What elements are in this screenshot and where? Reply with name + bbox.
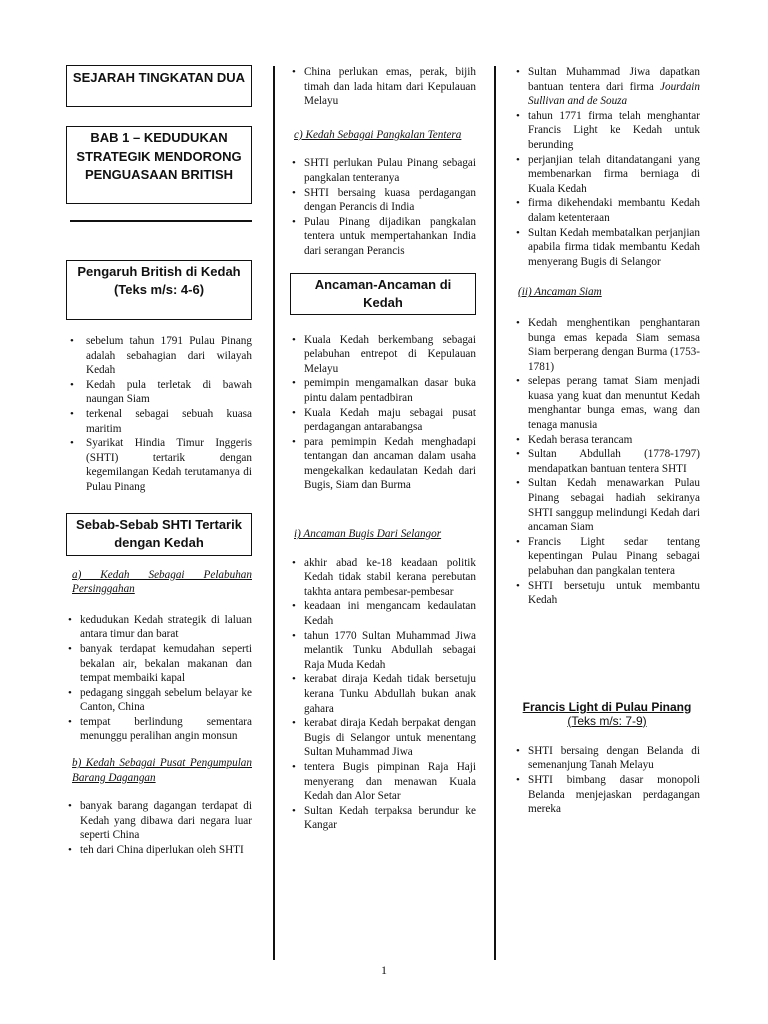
list-item: • Sultan Abdullah (1778-1797) mendapatkan bantuan tentera SHTI bbox=[514, 447, 700, 476]
col3-top-list bbox=[514, 65, 700, 269]
list-item: • keadaan ini mengancam kedaulatan Kedah bbox=[290, 599, 476, 628]
section-box-ancaman bbox=[290, 273, 476, 315]
section-ref: (Teks m/s: 7-9) bbox=[567, 713, 647, 728]
list-item: • kedudukan Kedah strategik di laluan antara timur dan barat bbox=[66, 613, 252, 642]
ancaman-list bbox=[290, 333, 476, 494]
list-item: • pedagang singgah sebelum belayar ke Canton, China bbox=[66, 686, 252, 715]
document-title: SEJARAH TINGKATAN DUA bbox=[72, 70, 246, 85]
list-item: • tentera Bugis pimpinan Raja Haji menyerang dan menawan Kuala Kedah dan Alor Setar bbox=[290, 760, 476, 804]
list-item: • Sultan Kedah terpaksa berundur ke Kangar bbox=[290, 804, 476, 833]
column-3 bbox=[514, 62, 700, 817]
list-item: • akhir abad ke-18 keadaan politik Kedah tidak stabil kerana perebutan takhta antara pembesar-pembesar bbox=[290, 556, 476, 600]
list-item: • perjanjian telah ditandatangani yang membenarkan firma berniaga di Kuala Kedah bbox=[514, 153, 700, 197]
section-title: Ancaman-Ancaman di Kedah bbox=[314, 276, 452, 310]
subsection-heading-b bbox=[66, 756, 252, 785]
list-item: • SHTI bimbang dasar monopoli Belanda menjejaskan perdagangan mereka bbox=[514, 773, 700, 817]
list-item: • terkenal sebagai sebuah kuasa maritim bbox=[66, 407, 252, 436]
list-item: • Kuala Kedah maju sebagai pusat perdagangan antarabangsa bbox=[290, 406, 476, 435]
list-item: • Kedah menghentikan penghantaran bunga emas kepada Siam semasa Siam berperang dengan Burma (1753-1781) bbox=[514, 316, 700, 374]
list-item: • para pemimpin Kedah menghadapi tentangan dan ancaman dalam usaha mengekalkan kedaulatan Kedah dari Bugis, Siam dan Burma bbox=[290, 435, 476, 493]
list-item: • SHTI bersaing dengan Belanda di semenanjung Tanah Melayu bbox=[514, 744, 700, 773]
list-item: • firma dikehendaki membantu Kedah dalam ketenteraan bbox=[514, 196, 700, 225]
list-item: • SHTI perlukan Pulau Pinang sebagai pangkalan tenteranya bbox=[290, 156, 476, 185]
sec-c-list bbox=[290, 156, 476, 258]
column-divider-2 bbox=[494, 66, 496, 960]
column-2 bbox=[290, 62, 476, 833]
list-item: • kerabat diraja Kedah tidak bersetuju kerana Tunku Abdullah bukan anak gahara bbox=[290, 672, 476, 716]
list-item: • SHTI bersaing kuasa perdagangan dengan Perancis di India bbox=[290, 186, 476, 215]
sec-b-list bbox=[66, 799, 252, 857]
col2-top-list bbox=[290, 65, 476, 109]
list-item: • banyak terdapat kemudahan seperti bekalan air, bekalan makanan dan tempat membaiki kapal bbox=[66, 642, 252, 686]
sec-a-list bbox=[66, 613, 252, 744]
list-item: • banyak barang dagangan terdapat di Kedah yang dibawa dari negara luar seperti China bbox=[66, 799, 252, 843]
section-ref: (Teks m/s: 4-6) bbox=[113, 282, 205, 297]
list-item: • kerabat diraja Kedah berpakat dengan Bugis di Selangor untuk menentang Sultan Muhammad Jiwa bbox=[290, 716, 476, 760]
section-box-sebab bbox=[66, 513, 252, 556]
list-item: • Sultan Kedah menawarkan Pulau Pinang sebagai hadiah sekiranya SHTI sanggup melindungi Kedah dari ancaman Siam bbox=[514, 476, 700, 534]
chapter-title-box bbox=[66, 126, 252, 204]
section-title: Pengaruh British di Kedah bbox=[77, 264, 241, 279]
list-item: • sebelum tahun 1791 Pulau Pinang adalah sebahagian dari wilayah Kedah bbox=[66, 334, 252, 378]
list-item: • China perlukan emas, perak, bijih timah dan lada hitam dari Kepulauan Melayu bbox=[290, 65, 476, 109]
list-item: • tahun 1771 firma telah menghantar Francis Light ke Kedah untuk berunding bbox=[514, 109, 700, 153]
list-item: • Syarikat Hindia Timur Inggeris (SHTI) tertarik dengan kegemilangan Kedah terutamanya di Pulau Pinang bbox=[66, 436, 252, 494]
chapter-title: BAB 1 – KEDUDUKAN STRATEGIK MENDORONG PENGUASAAN BRITISH bbox=[76, 130, 242, 182]
column-divider-1 bbox=[273, 66, 275, 960]
list-item: • teh dari China diperlukan oleh SHTI bbox=[66, 843, 252, 858]
list-item: • Kedah pula terletak di bawah naungan Siam bbox=[66, 378, 252, 407]
section-box-pengaruh bbox=[66, 260, 252, 320]
list-item: • Kedah berasa terancam bbox=[514, 433, 700, 448]
list-item bbox=[514, 65, 700, 109]
section-title: Sebab-Sebab SHTI Tertarik dengan Kedah bbox=[76, 516, 242, 550]
list-item: • Kuala Kedah berkembang sebagai pelabuhan entrepot di Kepulauan Melayu bbox=[290, 333, 476, 377]
list-item: • Francis Light sedar tentang kepentingan Pulau Pinang sebagai pelabuhan dan pangkalan tentera bbox=[514, 535, 700, 579]
horizontal-rule bbox=[70, 220, 252, 222]
list-item: • SHTI bersetuju untuk membantu Kedah bbox=[514, 579, 700, 608]
subsection-heading-text: b) Kedah Sebagai Pusat Pengumpulan Barang Dagangan bbox=[72, 757, 252, 784]
list-item: • tahun 1770 Sultan Muhammad Jiwa melantik Tunku Abdullah sebagai Raja Muda Kedah bbox=[290, 629, 476, 673]
section-title: Francis Light di Pulau Pinang bbox=[522, 699, 692, 714]
subsection-heading-ii bbox=[514, 285, 700, 300]
list-item: • tempat berlindung sementara menunggu peralihan angin monsun bbox=[66, 715, 252, 744]
subsection-heading-i bbox=[290, 527, 476, 542]
subsection-heading-c bbox=[290, 128, 476, 143]
list-item: • Pulau Pinang dijadikan pangkalan tentera untuk mempertahankan India dari serangan Perancis bbox=[290, 215, 476, 259]
subsection-heading-text: (ii) Ancaman Siam bbox=[518, 286, 602, 299]
document-title-box bbox=[66, 65, 252, 107]
list-item-text: Sultan Muhammad Jiwa dapatkan bantuan tentera dari firma bbox=[528, 66, 700, 93]
subsection-heading-text: a) Kedah Sebagai Pelabuhan Persinggahan bbox=[72, 568, 252, 596]
subsection-heading-text: c) Kedah Sebagai Pangkalan Tentera bbox=[294, 128, 462, 141]
list-item: • Sultan Kedah membatalkan perjanjian apabila firma tidak membantu Kedah menyerang Bugis di Selangor bbox=[514, 226, 700, 270]
francis-light-heading bbox=[514, 700, 700, 728]
sec-ii-list bbox=[514, 316, 700, 608]
column-1 bbox=[66, 62, 252, 858]
firm-name: Jourdain Sullivan and de Souza bbox=[528, 80, 700, 108]
subsection-heading-a bbox=[66, 568, 252, 597]
pengaruh-list bbox=[66, 334, 252, 495]
sec-i-list bbox=[290, 556, 476, 833]
list-item: • selepas perang tamat Siam menjadi kuasa yang kuat dan menuntut Kedah menghantar bunga emas, wang dan tenaga manusia bbox=[514, 374, 700, 432]
francis-light-list bbox=[514, 744, 700, 817]
subsection-heading-text: i) Ancaman Bugis Dari Selangor bbox=[294, 528, 442, 541]
page-number: 1 bbox=[381, 963, 387, 977]
list-item: • pemimpin mengamalkan dasar buka pintu dalam pentadbiran bbox=[290, 376, 476, 405]
